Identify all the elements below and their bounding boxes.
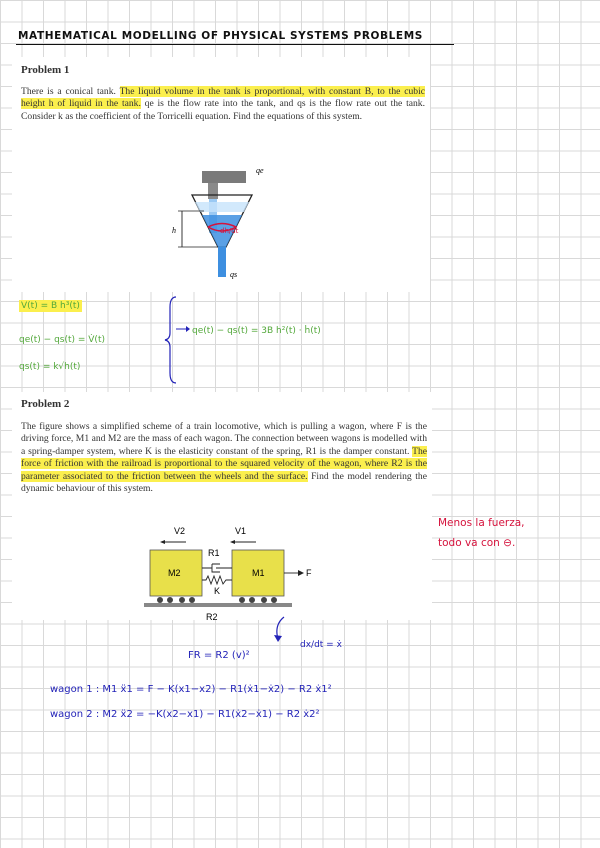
problem2-title: Problem 2 <box>21 398 70 410</box>
title-underline <box>16 44 454 45</box>
note-wagon1: wagon 1 : M1 ẍ1 = F − K(x1−x2) − R1(ẋ1−ẋ2) − R2 ẋ1² <box>50 684 332 695</box>
damper <box>202 564 232 572</box>
train-figure <box>140 520 320 630</box>
label-m1: M1 <box>252 568 265 578</box>
note-volume: V(t) = B h³(t) <box>21 301 80 311</box>
side-note-line1: Menos la fuerza, <box>438 517 525 529</box>
label-r1: R1 <box>208 548 220 558</box>
side-note-line2: todo va con ⊖. <box>438 537 516 549</box>
note-derivative: dx/dt = ẋ <box>300 640 342 650</box>
problem2-text <box>21 421 427 495</box>
label-f: F <box>306 568 312 578</box>
brace-arrow <box>168 295 188 385</box>
note-result: qe(t) − qs(t) = 3B h²(t) · ḣ(t) <box>192 326 321 336</box>
conical-tank-figure <box>162 165 292 285</box>
label-k: K <box>214 586 221 596</box>
page-title: MATHEMATICAL MODELLING OF PHYSICAL SYSTEMS PROBLEMS <box>18 30 423 42</box>
problem1-highlight: The liquid volume in the tank is proportional, with constant B, to the cubic height h of liquid in the tank. <box>21 86 425 110</box>
problem1-text <box>21 86 425 123</box>
pointer-arrow <box>270 615 290 645</box>
label-h: h <box>172 226 176 235</box>
note-friction: FR = R2 (v)² <box>188 650 250 661</box>
label-v1: V1 <box>235 526 247 536</box>
label-qs: qs <box>230 270 238 279</box>
note-torricelli: qs(t) = k√h(t) <box>19 362 81 372</box>
label-r2: R2 <box>206 612 218 622</box>
svg-text:dh/dt: dh/dt <box>220 227 239 235</box>
note-wagon2: wagon 2 : M2 ẍ2 = −K(x2−x1) − R1(ẋ2−ẋ1) − R2 ẋ2² <box>50 709 320 720</box>
label-v2: V2 <box>174 526 186 536</box>
problem2-text-start: The figure shows a simplified scheme of a train locomotive, which is pulling a wagon, where F is the driving force, M1 and M2 are the mass of each wagon. The connection between wagons is modelled with a spring-damper system, where K is the elasticity constant of the spring, R1 is the damper constant. <box>21 421 427 457</box>
problem1-text-start: There is a conical tank. <box>21 86 120 97</box>
inlet-nozzle <box>208 183 218 199</box>
label-qe: qe <box>256 166 264 175</box>
outflow-pipe <box>218 247 226 277</box>
problem1-text-end: qe is the flow rate into the tank, and qs is the flow rate out the tank. Consider k as the coefficient of the Torricelli equation. Find the equations of this system. <box>21 98 425 122</box>
problem1-title: Problem 1 <box>21 64 70 76</box>
problem1-card <box>12 57 430 292</box>
note-balance: qe(t) − qs(t) = V̇(t) <box>19 335 105 345</box>
problem2-highlight: The force of friction with the railroad is proportional to the squared velocity of the wagon, where R2 is the parameter associated to the friction between the wheels and the surface. <box>21 445 427 482</box>
spring <box>202 576 232 584</box>
rail <box>144 603 292 607</box>
upper-liquid <box>195 202 249 212</box>
inlet-pipe <box>202 171 246 183</box>
problem2-text-end: Find the model rendering the dynamic behaviour of this system. <box>21 470 427 495</box>
label-m2: M2 <box>168 568 181 578</box>
